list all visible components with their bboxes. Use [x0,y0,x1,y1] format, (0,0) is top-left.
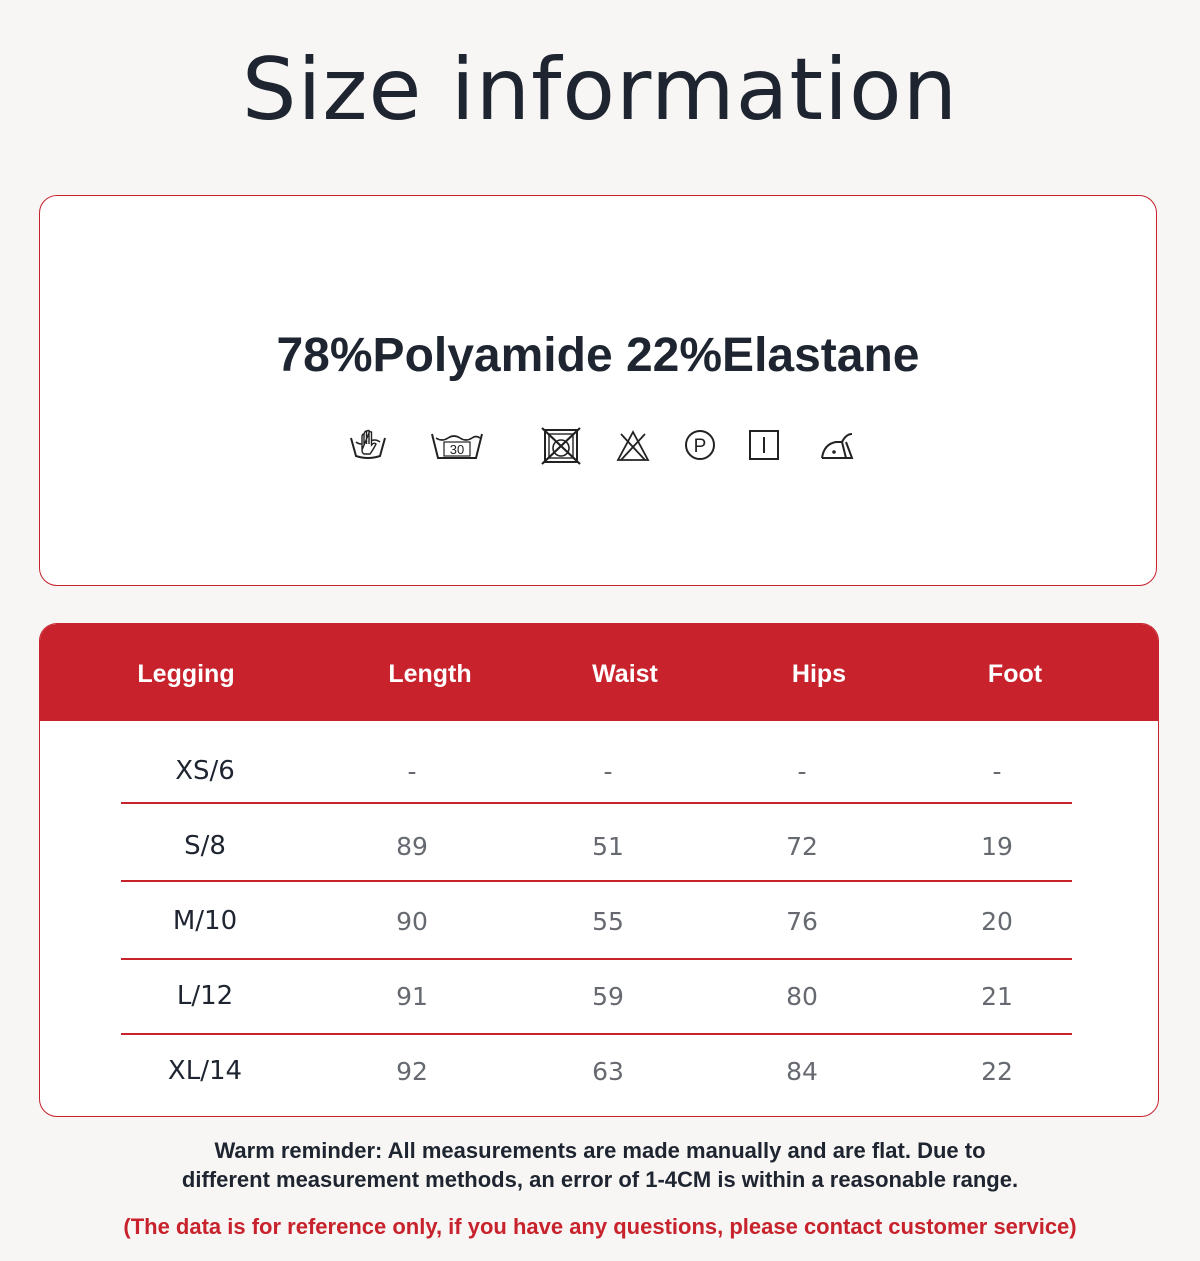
size-table [39,623,1159,1117]
table-row [40,884,1158,959]
reminder-line-1: Warm reminder: All measurements are made manually and are flat. Due to [214,1138,986,1163]
table-row [40,809,1158,884]
do-not-tumble-dry-icon [539,426,583,466]
row-divider [121,802,1072,804]
hand-wash-icon [348,426,388,466]
length-value: 91 [396,982,428,1011]
hips-value: 84 [786,1057,818,1086]
dry-clean-label: P [693,436,707,457]
table-row [40,1034,1158,1109]
dry-clean-p-icon [682,426,718,466]
hips-value: - [797,757,807,786]
table-row [40,734,1158,809]
waist-value: - [603,757,613,786]
waist-value: 55 [592,907,624,936]
size-label: L/12 [176,981,234,1011]
header-foot: Foot [987,660,1043,688]
foot-value: 19 [981,832,1013,861]
care-icons [40,426,1156,466]
header-hips: Hips [791,660,847,688]
wash-30-icon [430,426,484,466]
foot-value: - [992,757,1002,786]
do-not-bleach-icon [616,426,650,466]
table-row [40,959,1158,1034]
hips-value: 80 [786,982,818,1011]
foot-value: 20 [981,907,1013,936]
header-legging: Legging [137,660,235,688]
size-label: S/8 [184,831,226,861]
reference-disclaimer: (The data is for reference only, if you have any questions, please contact customer service) [123,1214,1077,1239]
size-label: M/10 [172,906,238,936]
length-value: 89 [396,832,428,861]
size-table-header [40,624,1158,721]
material-card [39,195,1157,586]
hips-value: 76 [786,907,818,936]
reminder-line-2: different measurement methods, an error of 1-4CM is within a reasonable range. [181,1167,1019,1192]
foot-value: 22 [981,1057,1013,1086]
waist-value: 51 [592,832,624,861]
size-label: XL/14 [167,1056,243,1086]
header-waist: Waist [592,660,658,688]
line-dry-icon [747,426,781,466]
waist-value: 59 [592,982,624,1011]
iron-low-icon [818,426,856,466]
wash-30-label: 30 [449,442,465,457]
header-length: Length [388,660,472,688]
hips-value: 72 [786,832,818,861]
length-value: 90 [396,907,428,936]
foot-value: 21 [981,982,1013,1011]
page-title: Size information [241,40,959,140]
waist-value: 63 [592,1057,624,1086]
row-divider [121,880,1072,882]
measurement-reminder [0,1136,1200,1194]
size-label: XS/6 [175,756,235,786]
length-value: - [407,757,417,786]
length-value: 92 [396,1057,428,1086]
material-composition: 78%Polyamide 22%Elastane [276,329,920,382]
